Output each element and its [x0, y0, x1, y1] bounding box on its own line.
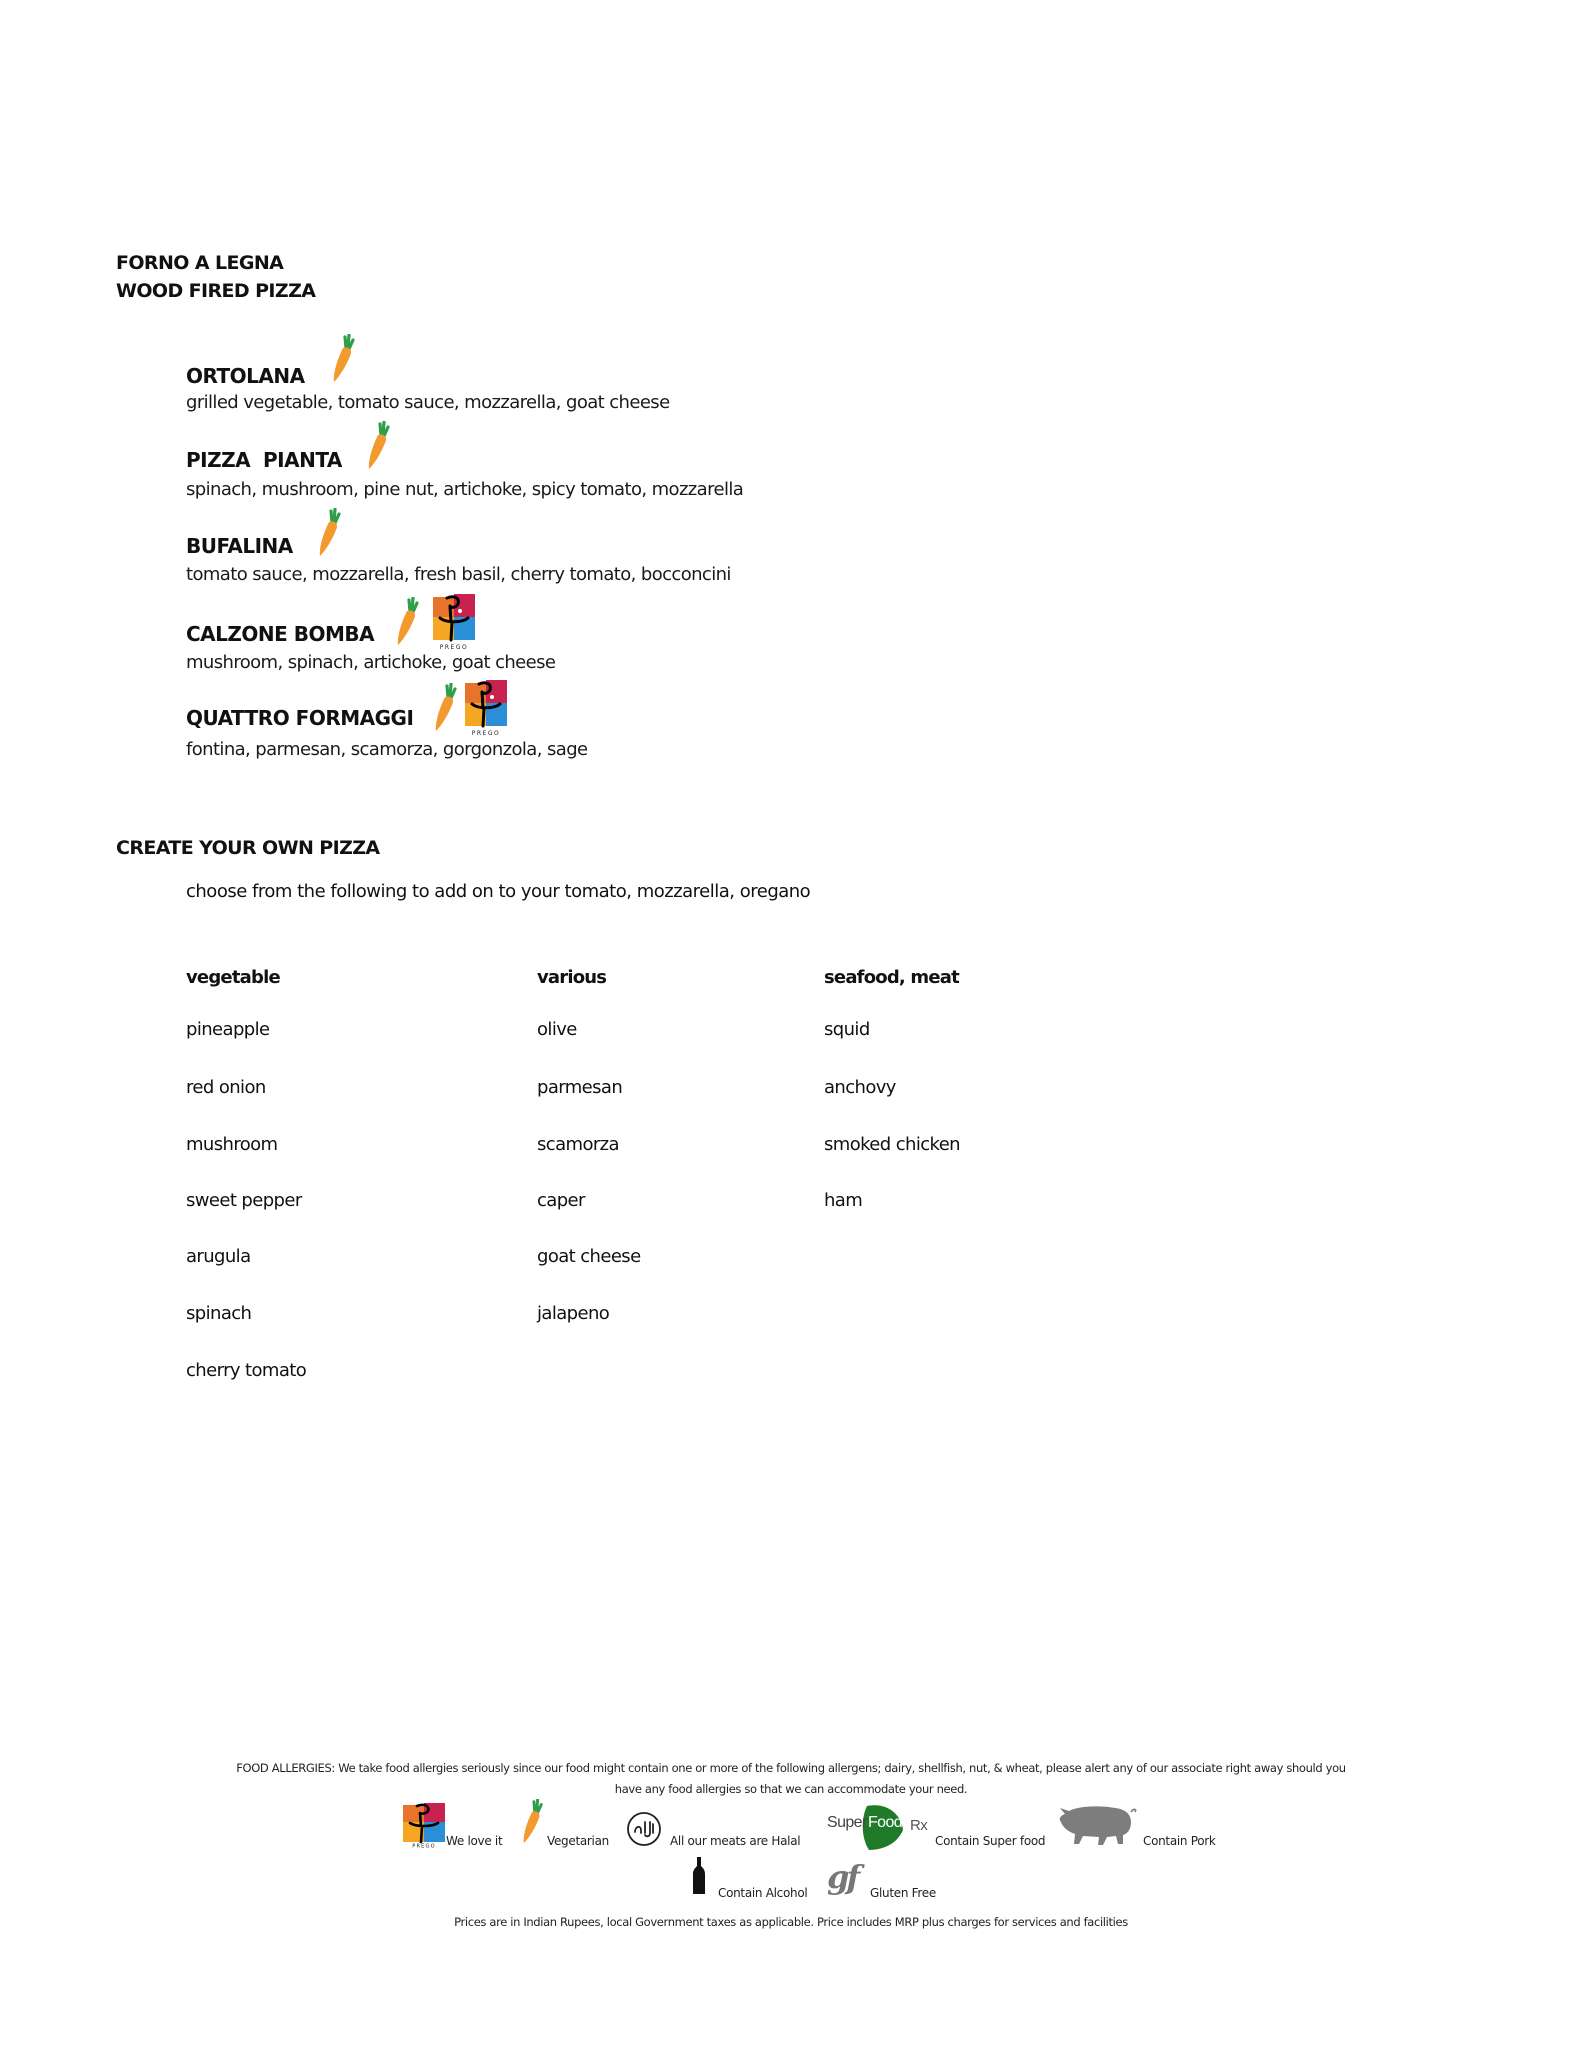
prices-note: Prices are in Indian Rupees, local Government taxes as applicable. Price includes MRP plus charges for services and facilities [454, 1915, 1128, 1929]
pizza-description: spinach, mushroom, pine nut, artichoke, spicy tomato, mozzarella [186, 479, 744, 500]
column-heading-seafood-meat: seafood, meat [824, 967, 959, 988]
legend-label-super-food: Contain Super food [935, 1834, 1046, 1848]
vegetarian-carrot-icon [395, 597, 421, 647]
svg-text:PREGO: PREGO [439, 644, 469, 650]
pizza-name: QUATTRO FORMAGGI [186, 706, 414, 730]
carrot-icon [519, 1799, 547, 1845]
prego-we-love-it-icon [432, 594, 476, 650]
allergy-notice-line1: FOOD ALLERGIES: We take food allergies seriously since our food might contain one or more of the following allergens; dairy, shellfish, nut, & wheat, please alert any of our associate right away should you [236, 1761, 1346, 1775]
prego-logo-icon [402, 1802, 446, 1848]
pizza-name: BUFALINA [186, 534, 293, 558]
topping-item: caper [537, 1190, 585, 1211]
topping-item: cherry tomato [186, 1360, 307, 1381]
section-title-forno-a-legna: FORNO A LEGNA [116, 252, 284, 274]
pizza-name: CALZONE BOMBA [186, 622, 375, 646]
column-heading-vegetable: vegetable [186, 967, 280, 988]
legend-label-alcohol: Contain Alcohol [718, 1886, 808, 1900]
legend-label-we-love-it: We love it [446, 1834, 503, 1848]
svg-text:gf: gf [827, 1858, 858, 1896]
legend-label-gluten-free: Gluten Free [870, 1886, 936, 1900]
topping-item: spinach [186, 1303, 252, 1324]
gluten-free-icon [826, 1858, 868, 1898]
topping-item: jalapeno [537, 1303, 610, 1324]
pizza-name: ORTOLANA [186, 364, 305, 388]
svg-text:PREGO: PREGO [412, 1843, 436, 1848]
topping-item: olive [537, 1019, 577, 1040]
vegetarian-carrot-icon [366, 421, 392, 471]
section-title-wood-fired-pizza: WOOD FIRED PIZZA [116, 280, 316, 302]
pizza-description: mushroom, spinach, artichoke, goat cheese [186, 652, 556, 673]
topping-item: scamorza [537, 1134, 619, 1155]
pizza-name: PIZZA PIANTA [186, 448, 342, 472]
column-heading-various: various [537, 967, 607, 988]
pig-icon [1057, 1800, 1141, 1846]
topping-item: goat cheese [537, 1246, 641, 1267]
create-your-own-intro: choose from the following to add on to your tomato, mozzarella, oregano [186, 881, 811, 902]
vegetarian-carrot-icon [433, 683, 459, 733]
topping-item: mushroom [186, 1134, 278, 1155]
topping-item: arugula [186, 1246, 251, 1267]
topping-item: red onion [186, 1077, 266, 1098]
superfoods-rx-icon [825, 1800, 937, 1852]
pizza-description: fontina, parmesan, scamorza, gorgonzola, sage [186, 739, 588, 760]
svg-text:Super: Super [827, 1814, 867, 1831]
legend-label-vegetarian: Vegetarian [547, 1834, 609, 1848]
topping-item: anchovy [824, 1077, 896, 1098]
legend-label-pork: Contain Pork [1143, 1834, 1216, 1848]
topping-item: sweet pepper [186, 1190, 302, 1211]
allergy-notice-line2: have any food allergies so that we can accommodate your need. [614, 1782, 968, 1796]
topping-item: ham [824, 1190, 863, 1211]
topping-item: squid [824, 1019, 870, 1040]
vegetarian-carrot-icon [331, 334, 357, 384]
topping-item: parmesan [537, 1077, 623, 1098]
topping-item: smoked chicken [824, 1134, 960, 1155]
section-title-create-your-own: CREATE YOUR OWN PIZZA [116, 837, 380, 859]
svg-text:Rx: Rx [910, 1817, 928, 1834]
prego-we-love-it-icon [464, 680, 508, 736]
halal-icon [626, 1811, 662, 1847]
svg-text:PREGO: PREGO [471, 730, 501, 736]
pizza-description: tomato sauce, mozzarella, fresh basil, cherry tomato, bocconcini [186, 564, 731, 585]
wine-bottle-icon [692, 1857, 706, 1895]
topping-item: pineapple [186, 1019, 270, 1040]
pizza-description: grilled vegetable, tomato sauce, mozzarella, goat cheese [186, 392, 670, 413]
svg-text:Foods: Foods [868, 1814, 910, 1831]
legend-label-halal: All our meats are Halal [670, 1834, 801, 1848]
vegetarian-carrot-icon [317, 508, 343, 558]
